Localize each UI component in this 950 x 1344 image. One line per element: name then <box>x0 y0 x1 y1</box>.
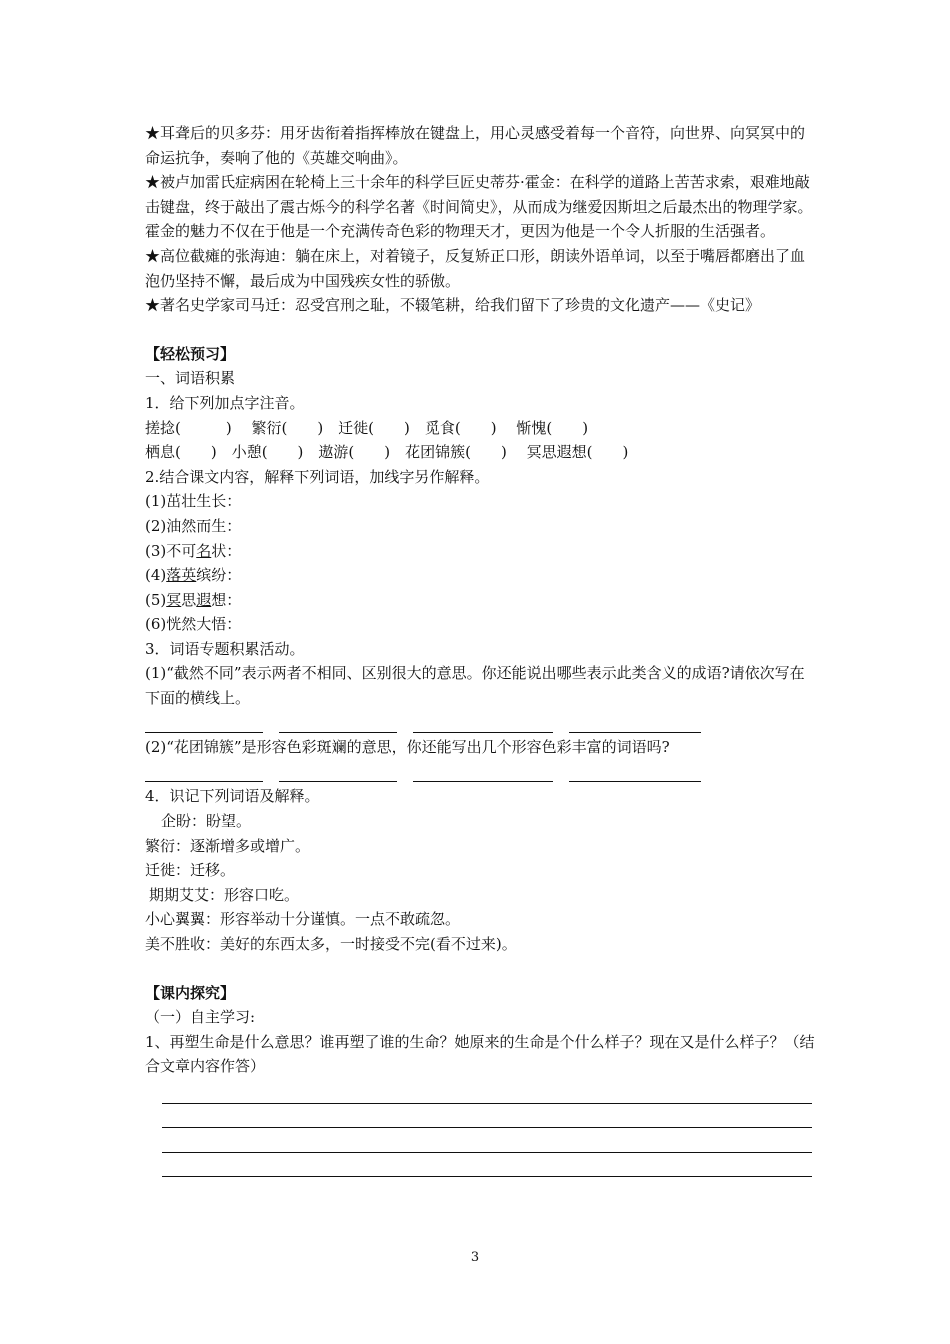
answer-line[interactable] <box>162 1128 812 1153</box>
answer-blank[interactable] <box>569 731 701 733</box>
answer-blank[interactable] <box>413 780 553 782</box>
intro-hawking: ★被卢加雷氏症病困在轮椅上三十余年的科学巨匠史蒂芬·霍金：在科学的道路上苦苦求索，艰难地敲击键盘，终于敲出了震古烁今的科学名著《时间简史》，从而成为继爱因斯坦之后最杰出的物理学家。霍金的魅力不仅在于他是一个充满传奇色彩的物理天才，更因为他是一个令人折服的生活强者。 <box>145 173 813 241</box>
question-4: 4．识记下列词语及解释。 <box>145 787 320 806</box>
answer-blank[interactable] <box>569 780 701 782</box>
answer-blank[interactable] <box>145 780 263 782</box>
question-3: 3．词语专题积累活动。 <box>145 639 305 658</box>
page-number: 3 <box>470 1250 480 1265</box>
intro-sima-qian: ★著名史学家司马迁：忍受宫刑之耻，不辍笔耕，给我们留下了珍贵的文化遗产——《史记》 <box>145 296 761 315</box>
spacer <box>145 957 815 981</box>
underlined-char: 落英 <box>166 566 197 585</box>
q2-item-1: (1)茁壮生长： <box>145 492 242 511</box>
intro-beethoven: ★耳聋后的贝多芬：用牙齿衔着指挥棒放在键盘上，用心灵感受着每一个音符，向世界、向冥冥中的命运抗争，奏响了他的《英雄交响曲》。 <box>145 124 806 167</box>
explore-question-1: 1、再塑生命是什么意思？谁再塑了谁的生命？她原来的生命是个什么样子？现在又是什么样子？（结合文章内容作答） <box>145 1032 815 1076</box>
vocab-item: 期期艾艾：形容口吃。 <box>149 885 300 904</box>
answer-blank[interactable] <box>279 780 397 782</box>
answer-line[interactable] <box>162 1079 812 1104</box>
vocab-item: 小心翼翼：形容举动十分谨慎。一点不敢疏忽。 <box>145 910 461 929</box>
q2-item-5: (5)冥思遐想： <box>145 590 242 609</box>
q2-item-6: (6)恍然大悟： <box>145 615 242 634</box>
spacer <box>145 318 815 342</box>
vocab-item: 企盼：盼望。 <box>161 812 252 831</box>
vocab-item: 繁衍：逐渐增多或增广。 <box>145 836 311 855</box>
vocab-item: 迁徙：迁移。 <box>145 861 236 880</box>
pinyin-row-1: 搓捻( ) 繁衍( ) 迁徙( ) 觅食( ) 惭愧( ) <box>145 418 589 437</box>
answer-blanks-3-1 <box>145 711 815 736</box>
preview-heading: 【轻松预习】 <box>145 344 236 363</box>
underlined-char: 遐 <box>196 590 212 609</box>
answer-blanks-3-2 <box>145 760 815 785</box>
section-vocabulary: 一、词语积累 <box>145 369 236 388</box>
answer-blank[interactable] <box>145 731 263 733</box>
question-3-1: (1)“截然不同”表示两者不相同、区别很大的意思。你还能说出哪些表示此类含义的成语?请依次写在下面的横线上。 <box>145 664 805 708</box>
underlined-char: 名 <box>196 541 212 560</box>
q2-item-3: (3)不可名状： <box>145 541 242 560</box>
page-content <box>145 121 815 1177</box>
q2-item-2: (2)油然而生： <box>145 516 242 535</box>
explore-subheading: （一）自主学习: <box>145 1008 256 1027</box>
answer-line[interactable] <box>162 1104 812 1129</box>
intro-zhang-haidi: ★高位截瘫的张海迪：躺在床上，对着镜子，反复矫正口形，朗读外语单词，以至于嘴唇都磨出了血泡仍坚持不懈，最后成为中国残疾女性的骄傲。 <box>145 246 806 290</box>
question-2: 2.结合课文内容，解释下列词语，加线字另作解释。 <box>145 467 490 486</box>
q2-item-4: (4)落英缤纷： <box>145 566 242 585</box>
question-1: 1．给下列加点字注音。 <box>145 393 305 412</box>
answer-blank[interactable] <box>279 731 397 733</box>
vocab-item: 美不胜收：美好的东西太多，一时接受不完(看不过来)。 <box>145 935 517 953</box>
answer-line[interactable] <box>162 1153 812 1178</box>
pinyin-row-2: 栖息( ) 小憩( ) 遨游( ) 花团锦簇( ) 冥思遐想( ) <box>145 443 629 462</box>
question-3-2: (2)“花团锦簇”是形容色彩斑斓的意思，你还能写出几个形容色彩丰富的词语吗? <box>145 738 670 757</box>
answer-blank[interactable] <box>413 731 553 733</box>
explore-heading: 【课内探究】 <box>145 983 236 1002</box>
underlined-char: 冥 <box>166 590 182 609</box>
